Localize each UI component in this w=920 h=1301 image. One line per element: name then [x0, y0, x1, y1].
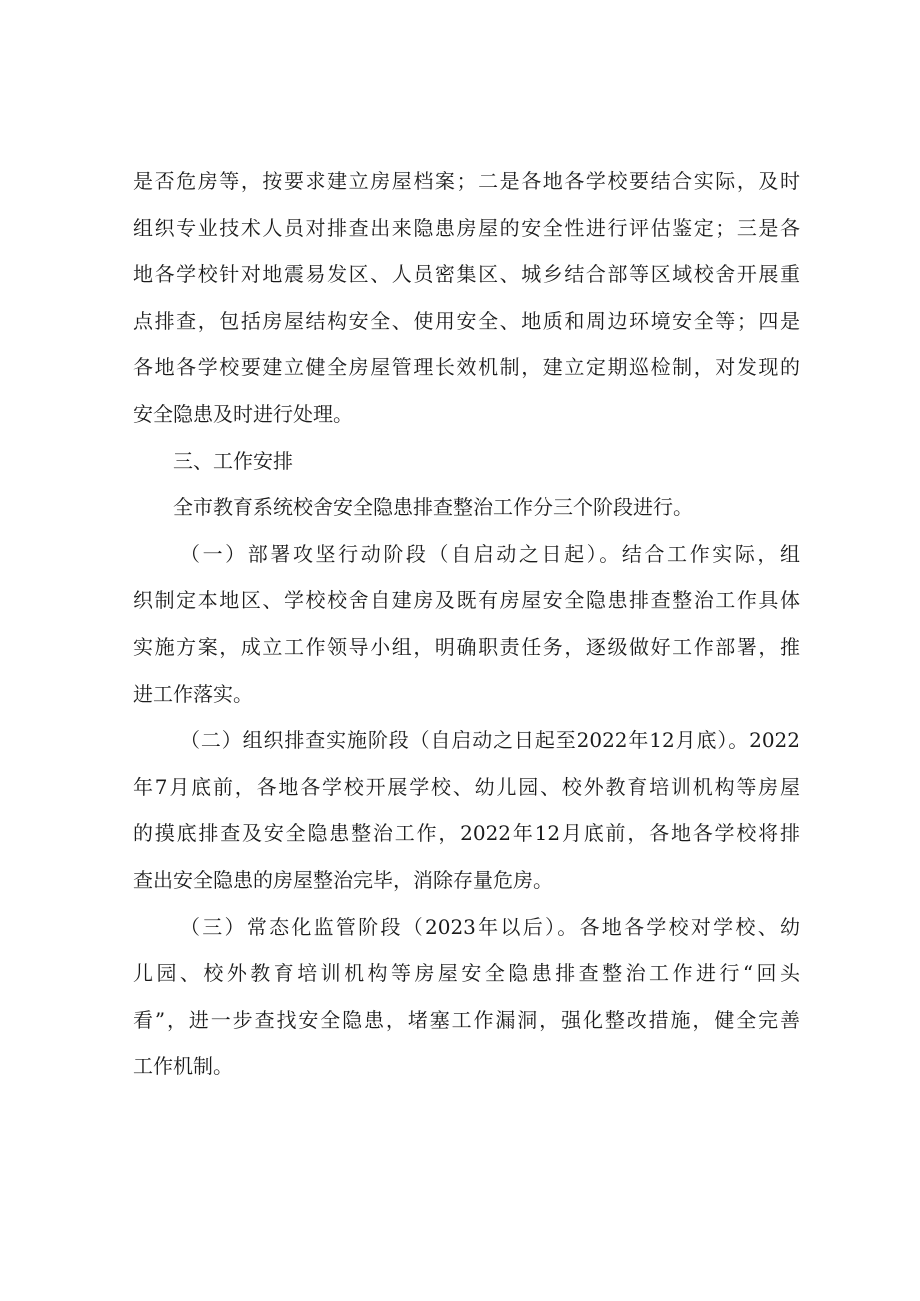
text-line-5: 各地各学校要建立健全房屋管理长效机制，建立定期巡检制，对发现的 [133, 355, 800, 380]
text-line-19: 看”，进一步查找安全隐患，堵塞工作漏洞，强化整改措施，健全完善 [133, 1007, 800, 1032]
text-line-17: （三）常态化监管阶段（2023年以后）。各地各学校对学校、幼 [180, 914, 800, 939]
text-line-14: 年7月底前，各地各学校开展学校、幼儿园、校外教育培训机构等房屋 [133, 774, 800, 799]
text-line-13: （二）组织排查实施阶段（自启动之日起至2022年12月底）。2022 [180, 728, 800, 753]
text-line-10: 织制定本地区、学校校舍自建房及既有房屋安全隐患排查整治工作具体 [133, 588, 800, 613]
text-line-8: 全市教育系统校舍安全隐患排查整治工作分三个阶段进行。 [173, 495, 693, 520]
text-line-9: （一）部署攻坚行动阶段（自启动之日起）。结合工作实际，组 [180, 541, 800, 566]
text-line-12: 进工作落实。 [133, 681, 253, 706]
text-line-6: 安全隐患及时进行处理。 [133, 401, 353, 426]
text-line-2: 组织专业技术人员对排查出来隐患房屋的安全性进行评估鉴定；三是各 [133, 215, 800, 240]
text-line-20: 工作机制。 [133, 1054, 233, 1079]
text-line-4: 点排查，包括房屋结构安全、使用安全、地质和周边环境安全等；四是 [133, 308, 800, 333]
document-body [133, 158, 800, 1090]
text-line-18: 儿园、校外教育培训机构等房屋安全隐患排查整治工作进行“回头 [133, 961, 800, 986]
text-line-1: 是否危房等，按要求建立房屋档案；二是各地各学校要结合实际，及时 [133, 169, 800, 193]
text-line-3: 地各学校针对地震易发区、人员密集区、城乡结合部等区域校舍开展重 [133, 262, 800, 287]
text-line-15: 的摸底排查及安全隐患整治工作，2022年12月底前，各地各学校将排 [133, 821, 800, 846]
section-heading: 三、工作安排 [173, 448, 293, 473]
text-line-16: 查出安全隐患的房屋整治完毕，消除存量危房。 [133, 867, 553, 892]
text-line-11: 实施方案，成立工作领导小组，明确职责任务，逐级做好工作部署，推 [133, 634, 800, 659]
